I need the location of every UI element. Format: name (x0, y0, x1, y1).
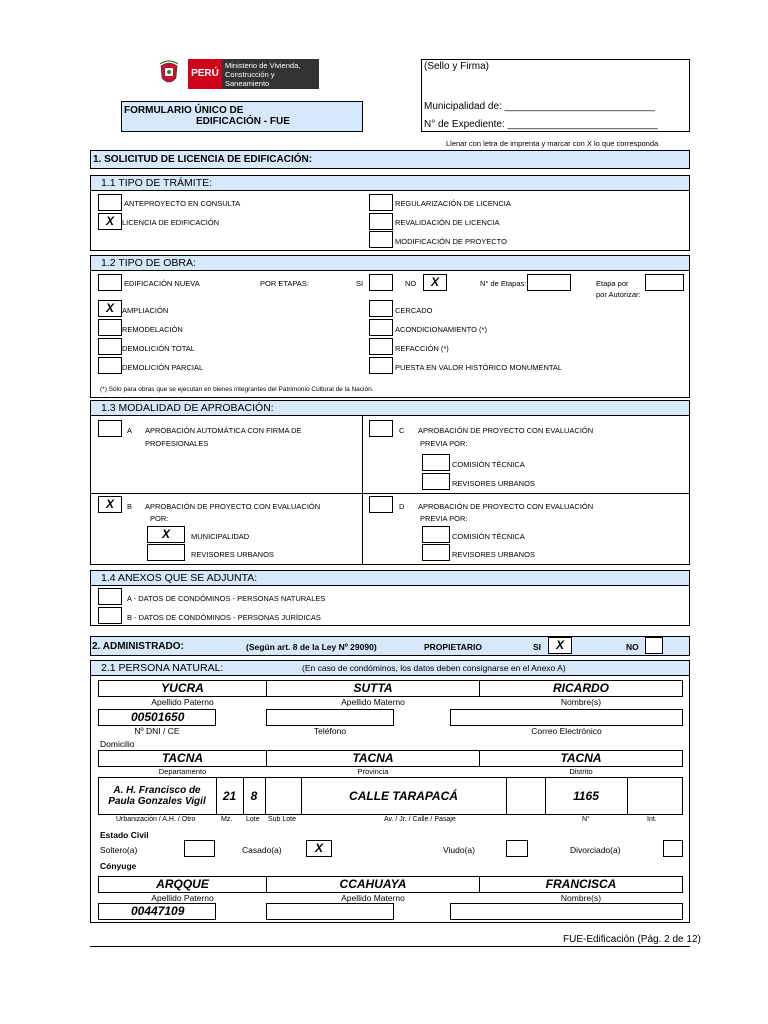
persona-title: 2.1 PERSONA NATURAL: (101, 662, 224, 674)
anteproyecto-label: ANTEPROYECTO EN CONSULTA (124, 199, 241, 208)
cercado-label: CERCADO (395, 306, 433, 315)
c-comision-checkbox[interactable] (422, 454, 450, 471)
apellido-materno-caption: Apellido Materno (341, 697, 405, 707)
modalidad-b-letter: B (127, 502, 133, 511)
conyuge-correo-field[interactable] (450, 903, 683, 920)
modalidad-d-letter: D (399, 502, 405, 511)
provincia-caption: Provincia (357, 767, 389, 776)
b-municipalidad-label: MUNICIPALIDAD (191, 532, 250, 541)
telefono-caption: Teléfono (313, 726, 347, 736)
anexo-b-checkbox[interactable] (98, 607, 122, 624)
modalidad-a-letter: A (127, 426, 133, 435)
divorciado-label: Divorciado(a) (570, 845, 621, 855)
numero-divider (627, 777, 628, 815)
d-revisores-label: REVISORES URBANOS (452, 550, 535, 559)
modalidad-b-checkbox[interactable]: X (98, 496, 122, 513)
footer-rule (90, 922, 690, 923)
propietario-si-label: SI (533, 642, 542, 652)
puesta-valor-checkbox[interactable] (369, 357, 393, 374)
anexo-b-label: B - DATOS DE CONDÓMINOS - PERSONAS JURÍDICAS (127, 613, 321, 622)
nombres-caption: Nombre(s) (560, 697, 602, 707)
conyuge-dni-field[interactable]: 00447109 (98, 903, 216, 920)
etapa-autorizar-input[interactable] (645, 274, 684, 291)
departamento-caption: Departamento (158, 767, 207, 776)
divorciado-checkbox[interactable] (663, 840, 683, 857)
lote-divider (265, 777, 266, 815)
apellido-materno-field[interactable]: SUTTA (266, 680, 480, 697)
refaccion-checkbox[interactable] (369, 338, 393, 355)
ministry-badge (222, 59, 319, 89)
ministry-name: Ministerio de Vivienda, Construcción y Saneamiento (225, 61, 301, 88)
d-comision-checkbox[interactable] (422, 526, 450, 543)
soltero-checkbox[interactable] (184, 840, 215, 857)
modificacion-label: MODIFICACIÓN DE PROYECTO (395, 237, 507, 246)
c-revisores-label: REVISORES URBANOS (452, 479, 535, 488)
form-title-line-2: EDIFICACIÓN - FUE (196, 116, 290, 127)
dni-caption: Nº DNI / CE (134, 726, 180, 736)
n-etapas-label: N° de Etapas: (480, 279, 527, 288)
conyuge-nombres-field[interactable]: FRANCISCA (479, 876, 683, 893)
modalidad-c-text-1: APROBACIÓN DE PROYECTO CON EVALUACIÓN (418, 426, 594, 435)
conyuge-label: Cónyuge (100, 861, 137, 871)
revalidacion-checkbox[interactable] (369, 213, 393, 230)
obra-note: (*) Sólo para obras que se ejecutan en bienes integrantes del Patrimonio Cultural de la Nación. (100, 386, 374, 393)
licencia-label: LICENCIA DE EDIFICACIÓN (122, 218, 220, 227)
puesta-valor-label: PUESTA EN VALOR HISTÓRICO MONUMENTAL (395, 363, 563, 372)
conyuge-paterno-caption: Apellido Paterno (151, 893, 214, 903)
refaccion-label: REFACCIÓN (*) (395, 344, 449, 353)
propietario-no-label: NO (626, 642, 639, 652)
dni-field[interactable]: 00501650 (98, 709, 216, 726)
por-autorizar-label: por Autorizar: (596, 290, 641, 299)
remodelacion-checkbox[interactable] (98, 319, 122, 336)
lote-field[interactable]: 8 (250, 789, 258, 803)
demolicion-parcial-checkbox[interactable] (98, 357, 122, 374)
modalidad-c-text-2: PREVIA POR: (420, 439, 468, 448)
municipality-field[interactable]: Municipalidad de: ___________________________ (424, 101, 655, 112)
peru-coat-of-arms-icon (158, 60, 180, 86)
conyuge-apellido-paterno-field[interactable]: ARQQUE (98, 876, 267, 893)
section1-title: 1. SOLICITUD DE LICENCIA DE EDIFICACIÓN: (90, 150, 690, 169)
modalidad-a-text-2: PROFESIONALES (145, 439, 209, 448)
nueva-checkbox[interactable] (98, 274, 122, 291)
anexo-a-checkbox[interactable] (98, 588, 122, 605)
conyuge-apellido-materno-field[interactable]: CCAHUAYA (266, 876, 480, 893)
nueva-label: EDIFICACIÓN NUEVA (124, 279, 200, 288)
stamp-box (421, 59, 690, 132)
section2-law-note: (Según art. 8 de la Ley Nº 29090) (246, 642, 377, 652)
licencia-checkbox[interactable]: X (98, 213, 122, 230)
revalidacion-label: REVALIDACIÓN DE LICENCIA (395, 218, 500, 227)
propietario-label: PROPIETARIO (424, 642, 482, 652)
modalidad-d-text-2: PREVIA POR: (420, 514, 468, 523)
sublote-caption: Sub Lote (268, 816, 297, 823)
instructions: Llenar con letra de imprenta y marcar con X lo que corresponda (446, 139, 659, 148)
modalidad-divider-h (90, 493, 690, 494)
b-revisores-checkbox[interactable] (147, 544, 185, 561)
anexos-title: 1.4 ANEXOS QUE SE ADJUNTA: (90, 570, 690, 586)
section2-title: 2. ADMINISTRADO: (92, 641, 184, 652)
anteproyecto-checkbox[interactable] (98, 194, 122, 211)
urbanizacion-field[interactable]: A. H. Francisco de Paula Gonzales Vigil (108, 785, 206, 807)
conyuge-materno-caption: Apellido Materno (341, 893, 405, 903)
propietario-si-checkbox[interactable]: X (548, 637, 572, 654)
d-comision-label: COMISIÓN TÉCNICA (452, 532, 525, 541)
stamp-label: (Sello y Firma) (424, 61, 490, 72)
conyuge-nombres-caption: Nombre(s) (560, 893, 602, 903)
urbanizacion-caption: Urbanización / A.H. / Otro (116, 816, 196, 823)
telefono-field[interactable] (266, 709, 394, 726)
mz-caption: Mz. (221, 816, 233, 823)
remodelacion-label: REMODELACIÓN (122, 325, 183, 334)
modalidad-c-checkbox[interactable] (369, 420, 393, 437)
cercado-checkbox[interactable] (369, 300, 393, 317)
acondicionamiento-label: ACONDICIONAMIENTO (*) (395, 325, 487, 334)
nombres-field[interactable]: RICARDO (479, 680, 683, 697)
via-caption: Av. / Jr. / Calle / Pasaje (384, 816, 456, 823)
modalidad-divider-v (362, 415, 363, 565)
ampliacion-checkbox[interactable]: X (98, 300, 122, 317)
estado-civil-label: Estado Civil (100, 830, 149, 840)
por-etapas-label: POR ETAPAS: (260, 279, 309, 288)
conyuge-telefono-field[interactable] (266, 903, 394, 920)
correo-caption: Correo Electrónico (531, 726, 602, 736)
etapas-no-label: NO (405, 279, 417, 288)
obra-title: 1.2 TIPO DE OBRA: (90, 255, 690, 271)
demolicion-total-checkbox[interactable] (98, 338, 122, 355)
lote-caption: Lote (246, 816, 260, 823)
modalidad-b-text-2: POR: (150, 514, 169, 523)
modalidad-a-text-1: APROBACIÓN AUTOMÁTICA CON FIRMA DE (145, 426, 302, 435)
etapa-por-label: Etapa por (596, 279, 629, 288)
int-caption: Int. (647, 816, 657, 823)
distrito-caption: Distrito (569, 767, 593, 776)
b-municipalidad-checkbox[interactable]: X (147, 526, 185, 543)
numero-caption: N° (582, 816, 590, 823)
page-number: FUE-Edificación (Pág. 2 de 12) (563, 934, 701, 945)
modalidad-a-checkbox[interactable] (98, 420, 122, 437)
via-field[interactable]: CALLE TARAPACÁ (349, 789, 458, 803)
etapas-si-label: SI (356, 279, 364, 288)
modalidad-d-checkbox[interactable] (369, 496, 393, 513)
casado-label: Casado(a) (242, 845, 282, 855)
etapas-si-checkbox[interactable] (369, 274, 393, 291)
apellido-paterno-caption: Apellido Paterno (151, 697, 214, 707)
manzana-field[interactable]: 21 (222, 789, 237, 803)
demolicion-total-label: DEMOLICIÓN TOTAL (122, 344, 195, 353)
modificacion-checkbox[interactable] (369, 231, 393, 248)
apellido-paterno-field[interactable]: YUCRA (98, 680, 267, 697)
c-comision-label: COMISIÓN TÉCNICA (452, 460, 525, 469)
departamento-field[interactable]: TACNA (98, 750, 267, 767)
regularizacion-checkbox[interactable] (369, 194, 393, 211)
modalidad-c-letter: C (399, 426, 405, 435)
tramite-title: 1.1 TIPO DE TRÁMITE: (90, 175, 690, 191)
domicilio-label: Domicilio (100, 739, 135, 749)
demolicion-parcial-label: DEMOLICIÓN PARCIAL (122, 363, 204, 372)
anexo-a-label: A - DATOS DE CONDÓMINOS - PERSONAS NATURALES (127, 594, 326, 603)
via-divider (506, 777, 507, 815)
viudo-label: Viudo(a) (443, 845, 475, 855)
modalidad-d-text-1: APROBACIÓN DE PROYECTO CON EVALUACIÓN (418, 502, 594, 511)
distrito-field[interactable]: TACNA (479, 750, 683, 767)
b-revisores-label: REVISORES URBANOS (191, 550, 274, 559)
form-title-box (121, 101, 363, 132)
soltero-label: Soltero(a) (100, 845, 138, 855)
persona-note: (En caso de condóminos, los datos deben consignarse en el Anexo A) (302, 663, 566, 673)
peru-label: PERÚ (191, 68, 219, 79)
viudo-checkbox[interactable] (506, 840, 528, 857)
etapas-no-checkbox[interactable]: X (423, 274, 447, 291)
n-etapas-input[interactable] (527, 274, 571, 291)
file-number-field[interactable]: N° de Expediente: ___________________________ (424, 119, 658, 130)
casado-checkbox[interactable]: X (306, 840, 332, 857)
c-revisores-checkbox[interactable] (422, 473, 450, 490)
provincia-field[interactable]: TACNA (266, 750, 480, 767)
footer-rule-2 (90, 946, 690, 947)
form-title-line-1: FORMULARIO ÚNICO DE (124, 105, 244, 116)
modalidad-title: 1.3 MODALIDAD DE APROBACIÓN: (90, 400, 690, 416)
peru-logo-badge (188, 59, 222, 89)
acondicionamiento-checkbox[interactable] (369, 319, 393, 336)
propietario-no-checkbox[interactable] (645, 637, 663, 654)
d-revisores-checkbox[interactable] (422, 544, 450, 561)
numero-field[interactable]: 1165 (573, 789, 599, 803)
regularizacion-label: REGULARIZACIÓN DE LICENCIA (395, 199, 511, 208)
correo-field[interactable] (450, 709, 683, 726)
ampliacion-label: AMPLIACIÓN (122, 306, 169, 315)
modalidad-b-text-1: APROBACIÓN DE PROYECTO CON EVALUACIÓN (145, 502, 321, 511)
